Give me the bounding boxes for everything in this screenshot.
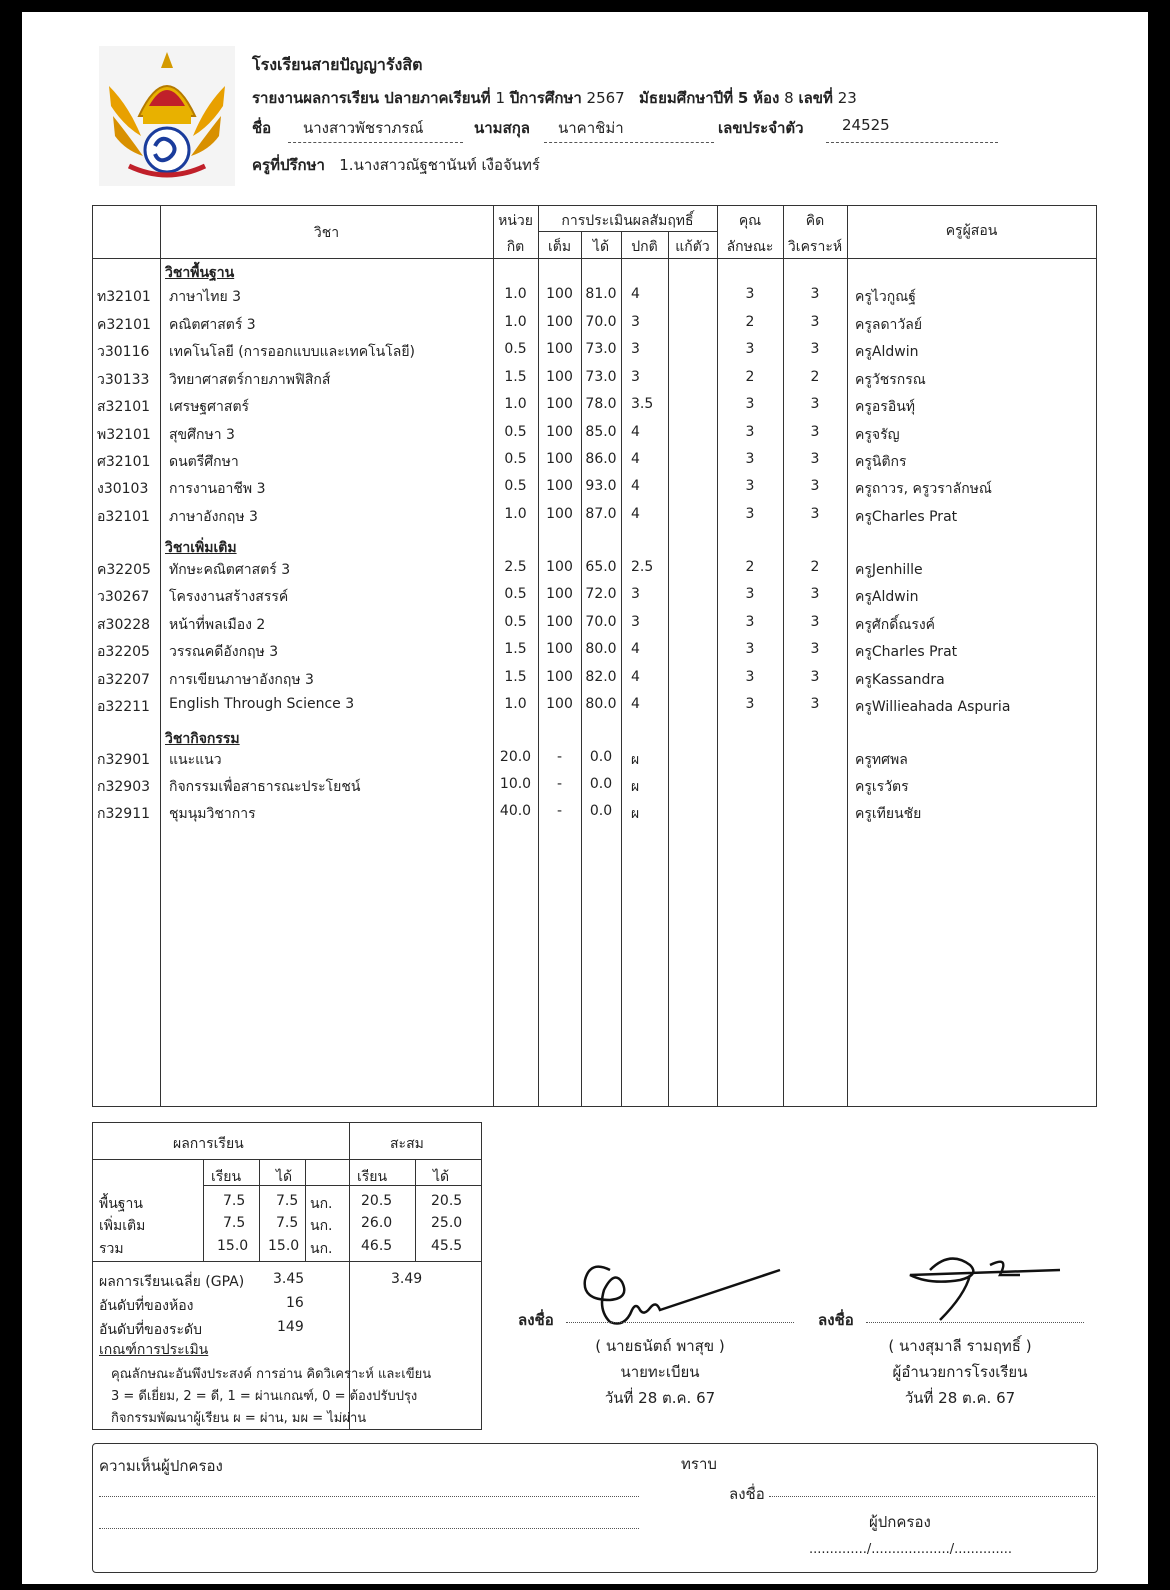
- row-characteristic: 3: [745, 478, 755, 494]
- registrar-name: ( นายธนัตถ์ พาสุข ): [595, 1337, 725, 1355]
- gpa-label: ผลการเรียนเฉลี่ย (GPA): [99, 1274, 245, 1290]
- summary-got-head: ได้: [276, 1169, 293, 1185]
- row-score: 85.0: [585, 424, 617, 440]
- parent-comment-label: ความเห็นผู้ปกครอง: [99, 1457, 223, 1475]
- row-subject-name: วรรณคดีอังกฤษ 3: [169, 644, 279, 660]
- row-credit: 1.5: [504, 669, 527, 685]
- row-characteristic: 3: [745, 586, 755, 602]
- header-credit-top: หน่วย: [498, 213, 533, 229]
- row-teacher: ครูWillieahada Aspuria: [855, 699, 1011, 715]
- row-credit: 0.5: [504, 478, 527, 494]
- summary-total-label: รวม: [99, 1241, 124, 1257]
- header-evaluation: การประเมินผลสัมฤทธิ์: [561, 213, 694, 229]
- row-credit: 0.5: [504, 586, 527, 602]
- row-credit: 1.0: [504, 314, 527, 330]
- row-grade: 4: [631, 424, 640, 440]
- row-grade: 4: [631, 506, 640, 522]
- section-extra: วิชาเพิ่มเติม: [165, 540, 237, 556]
- report-title-line: [252, 86, 857, 110]
- row-thinking: 3: [810, 669, 820, 685]
- summary-divider: [259, 1159, 260, 1261]
- row-subject-name: การเขียนภาษาอังกฤษ 3: [169, 672, 314, 688]
- row-score: 81.0: [585, 286, 617, 302]
- row-thinking: 3: [810, 424, 820, 440]
- row-full-score: 100: [546, 586, 573, 602]
- row-full-score: -: [556, 776, 563, 792]
- row-code: อ32101: [97, 509, 150, 525]
- report-grade: 5: [737, 89, 749, 107]
- row-code: อ32207: [97, 672, 150, 688]
- parent-comment-line-2[interactable]: [99, 1528, 639, 1529]
- row-grade: ผ: [631, 806, 640, 822]
- row-code: ส32101: [97, 399, 151, 415]
- summary-basic-study: 7.5: [223, 1193, 246, 1209]
- summary-results-label: ผลการเรียน: [173, 1136, 244, 1152]
- director-title: ผู้อำนวยการโรงเรียน: [892, 1363, 1028, 1381]
- row-characteristic: 3: [745, 506, 755, 522]
- row-credit: 40.0: [499, 803, 532, 819]
- summary-extra-label: เพิ่มเติม: [99, 1218, 146, 1234]
- row-thinking: 3: [810, 451, 820, 467]
- row-score: 80.0: [585, 641, 617, 657]
- rank-level-label: อันดับที่ของระดับ: [99, 1322, 203, 1338]
- row-grade: 3: [631, 341, 640, 357]
- advisor-value: 1.นางสาวณัฐชานันท์ เงือจันทร์: [339, 156, 540, 174]
- row-grade: 3: [631, 586, 640, 602]
- row-credit: 1.0: [504, 506, 527, 522]
- student-surname: นาคาชิม่า: [558, 119, 624, 137]
- row-characteristic: 3: [745, 696, 755, 712]
- row-subject-name: วิทยาศาสตร์กายภาพฟิสิกส์: [169, 372, 331, 388]
- report-title: รายงานผลการเรียน ปลายภาคเรียนที่: [252, 89, 491, 107]
- frame-left: [0, 0, 22, 1590]
- frame-top: [0, 0, 1170, 12]
- col-divider: [160, 206, 161, 1106]
- row-credit: 0.5: [504, 341, 527, 357]
- row-full-score: -: [556, 749, 563, 765]
- row-full-score: 100: [546, 478, 573, 494]
- row-code: ค32205: [97, 562, 151, 578]
- summary-extra-got: 7.5: [276, 1215, 299, 1231]
- row-credit: 2.5: [504, 559, 527, 575]
- row-score: 73.0: [585, 341, 617, 357]
- director-sign-line: [866, 1322, 1084, 1323]
- row-score: 72.0: [585, 586, 617, 602]
- summary-extra-cum-study: 26.0: [361, 1215, 393, 1231]
- row-full-score: 100: [546, 451, 573, 467]
- row-credit: 20.0: [499, 749, 532, 765]
- row-score: 0.0: [589, 776, 613, 792]
- row-subject-name: ภาษาไทย 3: [169, 289, 242, 305]
- parent-sign-line[interactable]: [769, 1496, 1095, 1497]
- header-think-top: คิด: [805, 213, 825, 229]
- summary-extra-study: 7.5: [223, 1215, 246, 1231]
- row-score: 70.0: [585, 314, 617, 330]
- header-full: เต็ม: [547, 239, 572, 255]
- row-code: ว30133: [97, 372, 150, 388]
- report-grade-label: มัธยมศึกษาปีที่: [639, 89, 734, 107]
- row-code: ศ32101: [97, 454, 151, 470]
- student-id: 24525: [842, 116, 890, 134]
- grades-table: [92, 205, 1097, 1107]
- row-characteristic: 3: [745, 286, 755, 302]
- row-subject-name: ดนตรีศึกษา: [169, 454, 239, 470]
- row-grade: 4: [631, 669, 640, 685]
- row-thinking: 3: [810, 641, 820, 657]
- row-code: ก32911: [97, 806, 151, 822]
- summary-study-head: เรียน: [211, 1169, 242, 1185]
- header-char-top: คุณ: [738, 213, 762, 229]
- row-teacher: ครูAldwin: [855, 589, 919, 605]
- report-no-label: เลขที่: [798, 89, 833, 107]
- header-score: ได้: [592, 239, 610, 255]
- frame-bottom: [0, 1584, 1170, 1590]
- criteria-line-1: คุณลักษณะอันพึงประสงค์ การอ่าน คิดวิเคราะห์ และเขียน: [111, 1367, 432, 1382]
- row-score: 87.0: [585, 506, 617, 522]
- section-activity: วิชากิจกรรม: [165, 731, 240, 747]
- row-full-score: 100: [546, 341, 573, 357]
- row-thinking: 2: [810, 559, 820, 575]
- row-thinking: 3: [810, 396, 820, 412]
- parent-sign-label: ลงชื่อ: [729, 1485, 765, 1503]
- row-characteristic: 3: [745, 669, 755, 685]
- row-credit: 1.0: [504, 696, 527, 712]
- summary-total-cum-got: 45.5: [431, 1238, 463, 1254]
- row-code: ค32101: [97, 317, 151, 333]
- header-normal: ปกติ: [631, 239, 658, 255]
- row-subject-name: โครงงานสร้างสรรค์: [169, 589, 289, 605]
- row-subject-name: คณิตศาสตร์ 3: [169, 317, 256, 333]
- row-full-score: 100: [546, 369, 573, 385]
- advisor-line: [252, 153, 540, 177]
- row-code: ท32101: [97, 289, 151, 305]
- rank-room-value: 16: [286, 1295, 304, 1311]
- row-teacher: ครูวัชรกรณ: [855, 372, 926, 388]
- summary-basic-got: 7.5: [276, 1193, 299, 1209]
- row-grade: 3: [631, 314, 640, 330]
- row-thinking: 3: [810, 314, 820, 330]
- row-thinking: 3: [810, 614, 820, 630]
- criteria-line-3: กิจกรรมพัฒนาผู้เรียน ผ = ผ่าน, มผ = ไม่ผ่าน: [111, 1411, 367, 1426]
- row-teacher: ครูไวกูณฐ์: [855, 289, 916, 305]
- row-thinking: 3: [810, 586, 820, 602]
- row-score: 65.0: [585, 559, 617, 575]
- row-full-score: 100: [546, 669, 573, 685]
- row-characteristic: 3: [745, 451, 755, 467]
- school-name: โรงเรียนสายปัญญารังสิต: [252, 55, 423, 74]
- row-teacher: ครูCharles Prat: [855, 644, 958, 660]
- summary-cum-study-head: เรียน: [357, 1169, 388, 1185]
- summary-cumulative-label: สะสม: [390, 1136, 424, 1152]
- student-surname-label: นามสกุล: [474, 119, 530, 137]
- director-sign-label: ลงชื่อ: [818, 1311, 854, 1329]
- director-signature-image: [870, 1245, 1070, 1325]
- summary-extra-cum-got: 25.0: [431, 1215, 463, 1231]
- row-subject-name: การงานอาชีพ 3: [169, 481, 266, 497]
- registrar-title: นายทะเบียน: [620, 1363, 700, 1381]
- rank-level-value: 149: [277, 1319, 304, 1335]
- parent-comment-line-1[interactable]: [99, 1496, 639, 1497]
- id-dotted-line: [826, 142, 998, 143]
- row-characteristic: 2: [745, 314, 755, 330]
- student-name-label: ชื่อ: [252, 119, 272, 137]
- row-subject-name: ชุมนุมวิชาการ: [169, 806, 256, 822]
- header-subject: วิชา: [313, 225, 340, 241]
- row-subject-name: English Through Science 3: [169, 696, 355, 712]
- row-credit: 0.5: [504, 451, 527, 467]
- report-no: 23: [837, 89, 857, 107]
- registrar-date: วันที่ 28 ต.ค. 67: [604, 1389, 716, 1407]
- row-full-score: 100: [546, 559, 573, 575]
- report-room: 8: [784, 89, 794, 107]
- row-credit: 1.0: [504, 396, 527, 412]
- row-teacher: ครูAldwin: [855, 344, 919, 360]
- row-teacher: ครูจรัญ: [855, 427, 900, 443]
- summary-basic-cum-got: 20.5: [431, 1193, 463, 1209]
- row-score: 82.0: [585, 669, 617, 685]
- row-characteristic: 2: [745, 559, 755, 575]
- row-teacher: ครูถาวร, ครูวราลักษณ์: [855, 481, 992, 497]
- row-grade: 4: [631, 696, 640, 712]
- row-score: 0.0: [589, 749, 613, 765]
- row-characteristic: 3: [745, 641, 755, 657]
- row-thinking: 3: [810, 478, 820, 494]
- row-full-score: 100: [546, 314, 573, 330]
- row-subject-name: เศรษฐศาสตร์: [169, 399, 250, 415]
- student-first-name: นางสาวพัชราภรณ์: [303, 119, 424, 137]
- row-credit: 0.5: [504, 424, 527, 440]
- row-teacher: ครูKassandra: [855, 672, 945, 688]
- row-grade: 4: [631, 641, 640, 657]
- summary-cum-got-head: ได้: [433, 1169, 450, 1185]
- parent-ack-label: ทราบ: [681, 1455, 717, 1473]
- row-characteristic: 2: [745, 369, 755, 385]
- row-code: อ32211: [97, 699, 150, 715]
- header-bottom-line: [93, 258, 1096, 259]
- row-grade: 4: [631, 286, 640, 302]
- student-id-label: เลขประจำตัว: [718, 119, 804, 137]
- row-teacher: ครูอรอินทุ์: [855, 399, 916, 415]
- row-score: 78.0: [585, 396, 617, 412]
- col-divider: [668, 231, 669, 1106]
- frame-right: [1148, 0, 1170, 1590]
- director-name: ( นางสุมาลี รามฤทธิ์ ): [888, 1337, 1032, 1355]
- gpa-cumulative: 3.49: [391, 1271, 423, 1287]
- summary-unit: นก.: [310, 1196, 333, 1212]
- row-full-score: 100: [546, 614, 573, 630]
- row-subject-name: หน้าที่พลเมือง 2: [169, 617, 266, 633]
- row-teacher: ครูนิติกร: [855, 454, 907, 470]
- parent-title: ผู้ปกครอง: [869, 1513, 931, 1531]
- row-code: ก32903: [97, 779, 151, 795]
- row-thinking: 2: [810, 369, 820, 385]
- row-thinking: 3: [810, 341, 820, 357]
- summary-line: [93, 1159, 481, 1160]
- row-grade: 4: [631, 478, 640, 494]
- name-dotted-line: [288, 142, 463, 143]
- criteria-label: เกณฑ์การประเมิน: [99, 1342, 209, 1358]
- row-characteristic: 3: [745, 424, 755, 440]
- registrar-sign-label: ลงชื่อ: [518, 1311, 554, 1329]
- advisor-label: ครูที่ปรึกษา: [252, 156, 325, 174]
- row-subject-name: กิจกรรมเพื่อสาธารณะประโยชน์: [169, 779, 361, 795]
- surname-dotted-line: [544, 142, 714, 143]
- row-credit: 1.5: [504, 641, 527, 657]
- row-thinking: 3: [810, 506, 820, 522]
- header-credit-bottom: กิต: [506, 239, 525, 255]
- row-score: 86.0: [585, 451, 617, 467]
- criteria-line-2: 3 = ดีเยี่ยม, 2 = ดี, 1 = ผ่านเกณฑ์, 0 = ต้องปรับปรุง: [111, 1389, 418, 1404]
- summary-total-study: 15.0: [217, 1238, 249, 1254]
- rank-room-label: อันดับที่ของห้อง: [99, 1298, 194, 1314]
- summary-basic-label: พื้นฐาน: [99, 1196, 143, 1212]
- col-divider: [621, 231, 622, 1106]
- summary-divider: [305, 1159, 306, 1261]
- row-score: 73.0: [585, 369, 617, 385]
- row-full-score: 100: [546, 506, 573, 522]
- row-code: ว30116: [97, 344, 150, 360]
- summary-basic-cum-study: 20.5: [361, 1193, 393, 1209]
- report-year: 2567: [586, 89, 625, 107]
- row-full-score: 100: [546, 396, 573, 412]
- row-code: พ32101: [97, 427, 151, 443]
- row-grade: 4: [631, 451, 640, 467]
- row-score: 80.0: [585, 696, 617, 712]
- report-term: 1: [495, 89, 505, 107]
- row-characteristic: 3: [745, 614, 755, 630]
- school-emblem-logo: [99, 46, 235, 186]
- row-grade: 3: [631, 369, 640, 385]
- row-subject-name: ทักษะคณิตศาสตร์ 3: [169, 562, 291, 578]
- row-score: 0.0: [589, 803, 613, 819]
- row-code: ง30103: [97, 481, 149, 497]
- row-credit: 0.5: [504, 614, 527, 630]
- header-teacher: ครูผู้สอน: [945, 223, 998, 239]
- header-fix: แก้ตัว: [675, 239, 710, 255]
- registrar-sign-line: [566, 1322, 794, 1323]
- header-think-bottom: วิเคราะห์: [787, 239, 843, 255]
- col-divider: [847, 206, 848, 1106]
- row-full-score: 100: [546, 641, 573, 657]
- report-room-label: ห้อง: [753, 89, 780, 107]
- row-teacher: ครูเทียนชัย: [855, 806, 922, 822]
- row-full-score: 100: [546, 286, 573, 302]
- row-code: ว30267: [97, 589, 150, 605]
- summary-divider: [203, 1159, 204, 1261]
- row-code: ส30228: [97, 617, 151, 633]
- summary-total-cum-study: 46.5: [361, 1238, 393, 1254]
- row-grade: 2.5: [631, 559, 654, 575]
- row-characteristic: 3: [745, 341, 755, 357]
- summary-unit: นก.: [310, 1218, 333, 1234]
- row-subject-name: ภาษาอังกฤษ 3: [169, 509, 258, 525]
- row-teacher: ครูลดาวัลย์: [855, 317, 923, 333]
- row-subject-name: เทคโนโลยี (การออกแบบและเทคโนโลยี): [169, 344, 415, 360]
- row-code: อ32205: [97, 644, 150, 660]
- row-full-score: 100: [546, 424, 573, 440]
- row-characteristic: 3: [745, 396, 755, 412]
- row-grade: ผ: [631, 779, 640, 795]
- row-grade: 3.5: [631, 396, 654, 412]
- row-credit: 1.0: [504, 286, 527, 302]
- header-char-bottom: ลักษณะ: [726, 239, 774, 255]
- row-credit: 1.5: [504, 369, 527, 385]
- row-full-score: -: [556, 803, 563, 819]
- row-code: ก32901: [97, 752, 151, 768]
- registrar-signature-image: [570, 1250, 790, 1330]
- parent-date-blank: ............../.................../..............: [809, 1542, 1012, 1557]
- row-teacher: ครูเรวัตร: [855, 779, 909, 795]
- row-thinking: 3: [810, 286, 820, 302]
- summary-unit: นก.: [310, 1241, 333, 1257]
- summary-line: [93, 1261, 481, 1262]
- row-teacher: ครูCharles Prat: [855, 509, 958, 525]
- row-score: 70.0: [585, 614, 617, 630]
- row-grade: 3: [631, 614, 640, 630]
- row-teacher: ครูJenhille: [855, 562, 923, 578]
- row-subject-name: สุขศึกษา 3: [169, 427, 235, 443]
- row-grade: ผ: [631, 752, 640, 768]
- gpa-value: 3.45: [273, 1271, 305, 1287]
- row-full-score: 100: [546, 696, 573, 712]
- row-teacher: ครูทศพล: [855, 752, 908, 768]
- summary-divider: [415, 1159, 416, 1261]
- row-credit: 10.0: [499, 776, 532, 792]
- row-subject-name: แนะแนว: [169, 752, 222, 768]
- row-teacher: ครูศักดิ์ณรงค์: [855, 617, 936, 633]
- report-year-label: ปีการศึกษา: [509, 89, 582, 107]
- summary-total-got: 15.0: [268, 1238, 300, 1254]
- parent-comment-box: [92, 1443, 1098, 1573]
- section-basic: วิชาพื้นฐาน: [165, 265, 235, 281]
- director-date: วันที่ 28 ต.ค. 67: [904, 1389, 1016, 1407]
- summary-box: [92, 1122, 482, 1430]
- row-thinking: 3: [810, 696, 820, 712]
- row-score: 93.0: [585, 478, 617, 494]
